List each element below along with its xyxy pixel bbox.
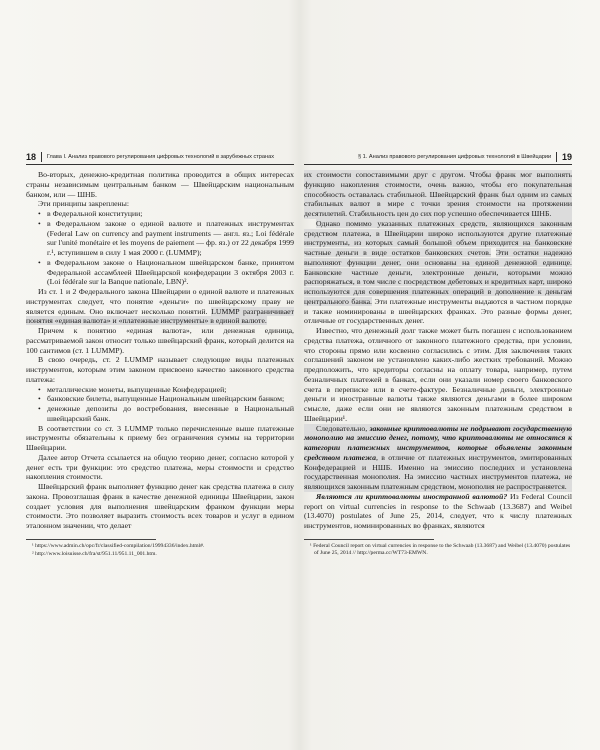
text: Из ст. 1 и 2 Федерального закона Швейцарии о единой валюте и платежных инструментах следует, что понятие «деньги» по швейцарскому праву не является единым. Оно включает несколько понятий. [26, 287, 294, 316]
paragraph [26, 287, 294, 326]
list-item: • денежные депозиты до востребования, внесенные в Национальный швейцарский банк. [38, 404, 294, 424]
highlighted-text: LUMMP разграничивает понятия «единая валюта» и «платежные инструменты» в единой валюте. [26, 306, 295, 326]
paragraph: Швейцарский франк выполняет функцию денег как средства платежа в силу закона. Провозглашая франк в качестве денежной единицы Швейцарии, закон создает условия для выполнения швейцарским франком функции меры стоимости. Это позволяет выразить стоимость всех товаров и услуг в едином эталонном значении, что делает [26, 482, 294, 530]
footnotes [304, 539, 571, 558]
emphasis-text: Являются ли криптовалюты иностранной валютой? [316, 491, 508, 501]
highlighted-paragraph: их стоимости сопоставимыми друг с другом. Чтобы франк мог выполнять функцию накопления стоимости, очень важно, чтобы его покупательная способность оставалась стабильной. Швейцарский франк был одним из самых стабильных валют в мире с точки зрения стоимости на протяжении десятилетий. Стабильность цен до сих пор успешно обеспечивается ШНБ. [304, 170, 572, 218]
paragraph: Эти принципы закреплены: [38, 199, 130, 209]
paragraph: В свою очередь, ст. 2 LUMMP называет следующие виды платежных инструментов, которым этим законом присвоено качество законного средства платежа: [26, 355, 294, 384]
paragraph [304, 424, 572, 492]
right-running-head [304, 152, 572, 165]
left-body-text [26, 170, 294, 531]
list-item: • в Федеральной конституции; [38, 209, 294, 219]
list [26, 385, 294, 424]
paragraph [304, 219, 572, 326]
text: Эти платежные инструменты выдаются в частном порядке и также номинированы в швейцарских франках. Это разные формы денег, отличные от государственных денег. [304, 296, 572, 326]
footnotes [26, 539, 205, 559]
paragraph: Причем к понятию «единая валюта», или денежная единица, рассматриваемой закон относит только швейцарский франк, который делится на 100 сантимов (ст. 1 LUMMP). [26, 326, 294, 355]
list-item: • в Федеральном законе о Национальном швейцарском банке, принятом Федеральной ассамблеей Швейцарской конфедерации 3 октября 2003 г. (Loi fédérale sur la Banque nationale, LBN)². [38, 258, 294, 287]
emphasis-text: законные криптовалюты не подрывают государственную монополию на эмиссию денег, потому, что криптовалюты не относятся к категории платежных инструментов, которые объявлены законным средством платежа [304, 423, 572, 462]
right-page [304, 152, 572, 559]
footnote: ¹ https://www.admin.ch/opc/fr/classified-compilation/19994336/index.html#. [32, 542, 205, 549]
section-title: § 1. Анализ правового регулирования цифровых технологий в Швейцарии [358, 154, 552, 160]
header-separator [556, 152, 557, 162]
footnote: ² http://www.loisuisse.ch/fra/st/951.11/951.11_001.htm. [32, 551, 157, 558]
list-item: • банковские билеты, выпущенные Национальным швейцарским банком; [38, 394, 294, 404]
footnote: ¹ Federal Council report on virtual currencies in response to the Schwaab (13.3687) and Weibel (13.4070) postulates of June 25, 2014 // http://perma.cc/WT73-EMWN. [310, 542, 571, 557]
list-item: • в Федеральном законе о единой валюте и платежных инструментах (Federal Law on currency and payment instruments — англ. яз.; Loi fédérale sur l'unité monétaire et les moyens de paiement — фр. яз.) от 22 декабря 1999 г.¹, вступившем в силу 1 мая 2000 г. (LUMMP); [38, 219, 294, 258]
list-item: • металлические монеты, выпущенные Конфедерацией; [38, 385, 294, 395]
text: Из Federal Council report on virtual currencies in response to the Schwaab (13.3687) and Weibel (13.4070) postulates of June 25, 2014, следует, что к числу платежных инструментов, номинированных во франках, являются [304, 491, 572, 530]
left-running-head [26, 152, 294, 165]
header-separator [41, 152, 42, 162]
paragraph: В соответствии со ст. 3 LUMMP только перечисленные выше платежные инструменты обязательны к приему без ограничения суммы на территории Швейцарии. [26, 423, 294, 452]
paragraph: Во-вторых, денежно-кредитная политика проводится в общих интересах страны независимым центральным банком — Швейцарским национальным банком, или — ШНБ. [26, 170, 294, 199]
chapter-title: Глава I. Анализ правового регулирования цифровых технологий в зарубежных странах [46, 154, 275, 160]
text: Следовательно, [316, 423, 370, 433]
page-number: 19 [561, 152, 572, 162]
page-number: 18 [26, 152, 37, 162]
text: , в отличие от платежных инструментов, эмитированных Конфедерацией и НШБ. Именно на эмиссию последних и установлена государственная монополия. На эмиссию частных инструментов платежа, не являющихся законным платежным средством, монополия не распространяется. [304, 452, 572, 491]
left-page [26, 152, 294, 560]
paragraph [304, 492, 572, 531]
list [26, 209, 294, 287]
paragraph: Далее автор Отчета ссылается на общую теорию денег, согласно которой у денег есть три функции: это средство платежа, меры стоимости и средство накопления стоимости. [26, 452, 294, 482]
paragraph: Известно, что денежный долг также может быть погашен с использованием средства платежа, отличного от законного платежного средства, при условии, что стороны прямо или косвенно согласились с этим. Для заключения таких соглашений законом не установлено каких-либо жестких требований. Можно предположить, что кредиторы согласны на оплату товара, например, путем безналичных платежей в банках, если они указали номер своего банковского счета в переписке или в счете-фактуре. Безналичные деньги, электронные деньги и иностранные валюты также являются деньгами в более широком смысле, даже если они не являются законным платежным средством в Швейцарии¹. [304, 326, 572, 423]
right-body-text [304, 170, 572, 531]
highlighted-text: Однако помимо указанных платежных средств, являющихся законным средством платежа, в Швейцарии широко используются другие платежные инструменты, из которых самый большой объем приходится на банковские частные деньги в виде остатков банковских счетов. [304, 218, 572, 257]
highlighted-text: Эти остатки надежно выполняют функции денег, они основаны на единой денежной единице. Банковские частные деньги, электронные деньги, которыми можно распоряжаться, в том числе с посредством дебетовых и кредитных карт, широко используются для совершения платежных операций в дополнение к деньгам центрального банка. [304, 248, 573, 306]
